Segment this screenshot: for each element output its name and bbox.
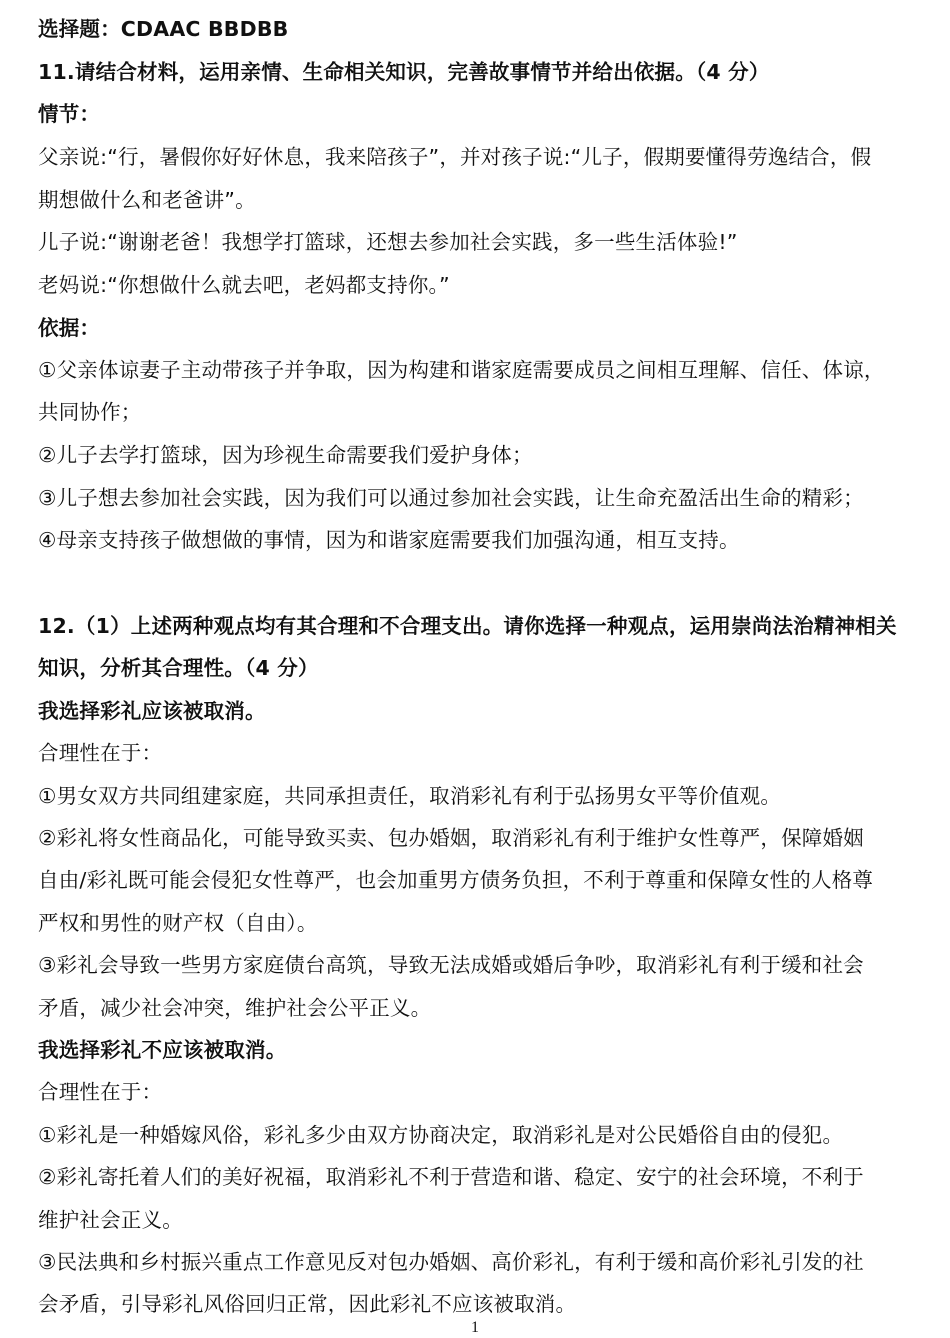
q11-basis-line: 共同协作；	[38, 400, 142, 424]
q12-option-b-line: ①彩礼是一种婚嫁风俗，彩礼多少由双方协商决定，取消彩礼是对公民婚俗自由的侵犯。	[38, 1123, 844, 1147]
q11-plot-heading: 情节：	[38, 102, 101, 126]
q11-basis-line: ③儿子想去参加社会实践，因为我们可以通过参加社会实践，让生命充盈活出生命的精彩；	[38, 486, 864, 510]
q12-option-b-line: 会矛盾，引导彩礼风俗回归正常，因此彩礼不应该被取消。	[38, 1292, 577, 1316]
q12-option-a-line: ②彩礼将女性商品化，可能导致买卖、包办婚姻，取消彩礼有利于维护女性尊严，保障婚姻	[38, 826, 864, 850]
q11-plot-line: 期想做什么和老爸讲”。	[38, 188, 256, 212]
q12-option-b-reason-label: 合理性在于：	[38, 1080, 163, 1104]
q12-option-b-heading: 我选择彩礼不应该被取消。	[38, 1038, 287, 1062]
multiple-choice-answers: 选择题：CDAAC BBDBB	[38, 17, 289, 41]
page-number: 1	[471, 1319, 479, 1336]
q11-question: 11.请结合材料，运用亲情、生命相关知识，完善故事情节并给出依据。（4 分）	[38, 60, 770, 84]
q12-option-a-line: 严权和男性的财产权（自由）。	[38, 911, 318, 935]
q12-option-b-line: ③民法典和乡村振兴重点工作意见反对包办婚姻、高价彩礼，有利于缓和高价彩礼引发的社	[38, 1250, 864, 1274]
q12-option-a-reason-label: 合理性在于：	[38, 741, 163, 765]
q11-basis-line: ④母亲支持孩子做想做的事情，因为和谐家庭需要我们加强沟通，相互支持。	[38, 528, 740, 552]
q12-option-a-heading: 我选择彩礼应该被取消。	[38, 699, 266, 723]
q11-basis-heading: 依据：	[38, 316, 101, 340]
q11-basis-line: ①父亲体谅妻子主动带孩子并争取，因为构建和谐家庭需要成员之间相互理解、信任、体谅，	[38, 358, 885, 382]
q11-plot-line: 父亲说:“行，暑假你好好休息，我来陪孩子”，并对孩子说:“儿子，假期要懂得劳逸结合，假	[38, 145, 872, 169]
q12-option-b-line: ②彩礼寄托着人们的美好祝福，取消彩礼不利于营造和谐、稳定、安宁的社会环境，不利于	[38, 1165, 864, 1189]
q12-option-b-line: 维护社会正义。	[38, 1208, 183, 1232]
q11-plot-line: 老妈说:“你想做什么就去吧，老妈都支持你。”	[38, 273, 450, 297]
q12-option-a-line: 自由/彩礼既可能会侵犯女性尊严，也会加重男方债务负担，不利于尊重和保障女性的人格尊	[38, 868, 874, 892]
q11-basis-line: ②儿子去学打篮球，因为珍视生命需要我们爱护身体；	[38, 443, 533, 467]
q12-question: 知识，分析其合理性。（4 分）	[38, 656, 319, 680]
q12-option-a-line: 矛盾，减少社会冲突，维护社会公平正义。	[38, 996, 432, 1020]
q12-option-a-line: ③彩礼会导致一些男方家庭债台高筑，导致无法成婚或婚后争吵，取消彩礼有利于缓和社会	[38, 953, 864, 977]
q12-question: 12.（1）上述两种观点均有其合理和不合理支出。请你选择一种观点，运用崇尚法治精神相关	[38, 614, 897, 638]
q11-plot-line: 儿子说:“谢谢老爸！我想学打篮球，还想去参加社会实践，多一些生活体验!”	[38, 230, 738, 254]
q12-option-a-line: ①男女双方共同组建家庭，共同承担责任，取消彩礼有利于弘扬男女平等价值观。	[38, 784, 782, 808]
